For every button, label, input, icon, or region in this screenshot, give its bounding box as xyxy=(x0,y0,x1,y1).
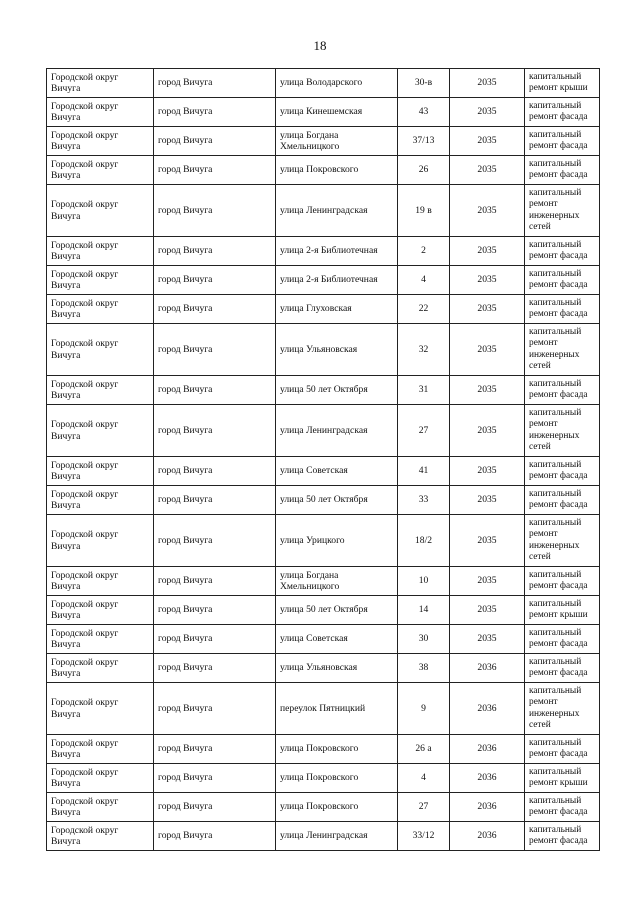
street-cell: улица Глуховская xyxy=(276,295,398,324)
street-cell: улица Советская xyxy=(276,625,398,654)
okrug-cell: Городской округ Вичуга xyxy=(47,735,154,764)
house-number-cell: 27 xyxy=(398,793,450,822)
year-cell: 2036 xyxy=(450,764,525,793)
okrug-cell: Городской округ Вичуга xyxy=(47,683,154,735)
house-number-cell: 19 в xyxy=(398,185,450,237)
house-number-cell: 4 xyxy=(398,266,450,295)
city-cell: город Вичуга xyxy=(154,764,276,793)
city-cell: город Вичуга xyxy=(154,127,276,156)
okrug-cell: Городской округ Вичуга xyxy=(47,295,154,324)
okrug-cell: Городской округ Вичуга xyxy=(47,515,154,567)
street-cell: улица 2-я Библиотечная xyxy=(276,237,398,266)
house-number-cell: 30-в xyxy=(398,69,450,98)
street-cell: улица Володарского xyxy=(276,69,398,98)
street-cell: улица Богдана Хмельницкого xyxy=(276,127,398,156)
house-number-cell: 10 xyxy=(398,567,450,596)
street-cell: улица Урицкого xyxy=(276,515,398,567)
year-cell: 2036 xyxy=(450,683,525,735)
okrug-cell: Городской округ Вичуга xyxy=(47,69,154,98)
house-number-cell: 14 xyxy=(398,596,450,625)
street-cell: улица Ленинградская xyxy=(276,822,398,851)
table-row xyxy=(47,457,600,486)
year-cell: 2036 xyxy=(450,793,525,822)
city-cell: город Вичуга xyxy=(154,295,276,324)
year-cell: 2035 xyxy=(450,486,525,515)
city-cell: город Вичуга xyxy=(154,683,276,735)
okrug-cell: Городской округ Вичуга xyxy=(47,793,154,822)
repair-schedule-table xyxy=(46,68,600,851)
city-cell: город Вичуга xyxy=(154,735,276,764)
house-number-cell: 37/13 xyxy=(398,127,450,156)
okrug-cell: Городской округ Вичуга xyxy=(47,654,154,683)
city-cell: город Вичуга xyxy=(154,793,276,822)
city-cell: город Вичуга xyxy=(154,405,276,457)
okrug-cell: Городской округ Вичуга xyxy=(47,596,154,625)
work-type-cell: капитальный ремонт инженерных сетей xyxy=(525,683,600,735)
okrug-cell: Городской округ Вичуга xyxy=(47,486,154,515)
city-cell: город Вичуга xyxy=(154,567,276,596)
city-cell: город Вичуга xyxy=(154,98,276,127)
table-body xyxy=(47,69,600,851)
work-type-cell: капитальный ремонт фасада xyxy=(525,822,600,851)
house-number-cell: 41 xyxy=(398,457,450,486)
okrug-cell: Городской округ Вичуга xyxy=(47,98,154,127)
work-type-cell: капитальный ремонт фасада xyxy=(525,156,600,185)
table-row xyxy=(47,625,600,654)
street-cell: улица Советская xyxy=(276,457,398,486)
house-number-cell: 18/2 xyxy=(398,515,450,567)
work-type-cell: капитальный ремонт фасада xyxy=(525,266,600,295)
work-type-cell: капитальный ремонт инженерных сетей xyxy=(525,405,600,457)
table-row xyxy=(47,98,600,127)
work-type-cell: капитальный ремонт фасада xyxy=(525,457,600,486)
work-type-cell: капитальный ремонт крыши xyxy=(525,69,600,98)
year-cell: 2035 xyxy=(450,625,525,654)
okrug-cell: Городской округ Вичуга xyxy=(47,376,154,405)
work-type-cell: капитальный ремонт фасада xyxy=(525,237,600,266)
year-cell: 2036 xyxy=(450,822,525,851)
house-number-cell: 26 а xyxy=(398,735,450,764)
table-row xyxy=(47,654,600,683)
city-cell: город Вичуга xyxy=(154,266,276,295)
street-cell: улица Покровского xyxy=(276,156,398,185)
city-cell: город Вичуга xyxy=(154,376,276,405)
table-row xyxy=(47,596,600,625)
table-row xyxy=(47,822,600,851)
house-number-cell: 31 xyxy=(398,376,450,405)
street-cell: улица Ульяновская xyxy=(276,324,398,376)
house-number-cell: 22 xyxy=(398,295,450,324)
year-cell: 2035 xyxy=(450,185,525,237)
work-type-cell: капитальный ремонт крыши xyxy=(525,764,600,793)
street-cell: улица Ленинградская xyxy=(276,185,398,237)
okrug-cell: Городской округ Вичуга xyxy=(47,324,154,376)
house-number-cell: 26 xyxy=(398,156,450,185)
city-cell: город Вичуга xyxy=(154,654,276,683)
table-row xyxy=(47,376,600,405)
okrug-cell: Городской округ Вичуга xyxy=(47,764,154,793)
house-number-cell: 33 xyxy=(398,486,450,515)
table-row xyxy=(47,266,600,295)
street-cell: улица Ульяновская xyxy=(276,654,398,683)
street-cell: улица Покровского xyxy=(276,764,398,793)
okrug-cell: Городской округ Вичуга xyxy=(47,405,154,457)
work-type-cell: капитальный ремонт фасада xyxy=(525,793,600,822)
city-cell: город Вичуга xyxy=(154,596,276,625)
year-cell: 2035 xyxy=(450,295,525,324)
work-type-cell: капитальный ремонт фасада xyxy=(525,625,600,654)
work-type-cell: капитальный ремонт инженерных сетей xyxy=(525,324,600,376)
work-type-cell: капитальный ремонт фасада xyxy=(525,295,600,324)
table-row xyxy=(47,793,600,822)
year-cell: 2035 xyxy=(450,237,525,266)
year-cell: 2036 xyxy=(450,654,525,683)
table-row xyxy=(47,764,600,793)
house-number-cell: 9 xyxy=(398,683,450,735)
table-row xyxy=(47,156,600,185)
table-row xyxy=(47,127,600,156)
city-cell: город Вичуга xyxy=(154,457,276,486)
work-type-cell: капитальный ремонт фасада xyxy=(525,654,600,683)
table-row xyxy=(47,69,600,98)
work-type-cell: капитальный ремонт фасада xyxy=(525,98,600,127)
table-row xyxy=(47,237,600,266)
okrug-cell: Городской округ Вичуга xyxy=(47,625,154,654)
street-cell: улица 50 лет Октября xyxy=(276,596,398,625)
street-cell: переулок Пятницкий xyxy=(276,683,398,735)
okrug-cell: Городской округ Вичуга xyxy=(47,822,154,851)
okrug-cell: Городской округ Вичуга xyxy=(47,266,154,295)
page-number: 18 xyxy=(313,38,327,53)
street-cell: улица Покровского xyxy=(276,793,398,822)
table-row xyxy=(47,295,600,324)
work-type-cell: капитальный ремонт фасада xyxy=(525,735,600,764)
year-cell: 2035 xyxy=(450,376,525,405)
house-number-cell: 32 xyxy=(398,324,450,376)
okrug-cell: Городской округ Вичуга xyxy=(47,127,154,156)
house-number-cell: 33/12 xyxy=(398,822,450,851)
street-cell: улица Кинешемская xyxy=(276,98,398,127)
work-type-cell: капитальный ремонт фасада xyxy=(525,486,600,515)
table-row xyxy=(47,324,600,376)
house-number-cell: 30 xyxy=(398,625,450,654)
table-row xyxy=(47,405,600,457)
okrug-cell: Городской округ Вичуга xyxy=(47,567,154,596)
street-cell: улица Ленинградская xyxy=(276,405,398,457)
city-cell: город Вичуга xyxy=(154,515,276,567)
city-cell: город Вичуга xyxy=(154,156,276,185)
table-row xyxy=(47,486,600,515)
street-cell: улица 50 лет Октября xyxy=(276,376,398,405)
year-cell: 2035 xyxy=(450,98,525,127)
table-row xyxy=(47,683,600,735)
year-cell: 2035 xyxy=(450,156,525,185)
year-cell: 2035 xyxy=(450,127,525,156)
okrug-cell: Городской округ Вичуга xyxy=(47,156,154,185)
okrug-cell: Городской округ Вичуга xyxy=(47,457,154,486)
year-cell: 2035 xyxy=(450,515,525,567)
year-cell: 2035 xyxy=(450,405,525,457)
house-number-cell: 27 xyxy=(398,405,450,457)
house-number-cell: 2 xyxy=(398,237,450,266)
house-number-cell: 38 xyxy=(398,654,450,683)
work-type-cell: капитальный ремонт фасада xyxy=(525,376,600,405)
table-row xyxy=(47,567,600,596)
street-cell: улица 2-я Библиотечная xyxy=(276,266,398,295)
city-cell: город Вичуга xyxy=(154,237,276,266)
year-cell: 2035 xyxy=(450,266,525,295)
year-cell: 2035 xyxy=(450,457,525,486)
table-row xyxy=(47,515,600,567)
work-type-cell: капитальный ремонт фасада xyxy=(525,127,600,156)
work-type-cell: капитальный ремонт фасада xyxy=(525,567,600,596)
city-cell: город Вичуга xyxy=(154,822,276,851)
street-cell: улица Покровского xyxy=(276,735,398,764)
year-cell: 2035 xyxy=(450,567,525,596)
table-row xyxy=(47,735,600,764)
city-cell: город Вичуга xyxy=(154,625,276,654)
street-cell: улица Богдана Хмельницкого xyxy=(276,567,398,596)
work-type-cell: капитальный ремонт крыши xyxy=(525,596,600,625)
street-cell: улица 50 лет Октября xyxy=(276,486,398,515)
year-cell: 2036 xyxy=(450,735,525,764)
city-cell: город Вичуга xyxy=(154,486,276,515)
house-number-cell: 43 xyxy=(398,98,450,127)
work-type-cell: капитальный ремонт инженерных сетей xyxy=(525,185,600,237)
house-number-cell: 4 xyxy=(398,764,450,793)
okrug-cell: Городской округ Вичуга xyxy=(47,237,154,266)
city-cell: город Вичуга xyxy=(154,69,276,98)
table-row xyxy=(47,185,600,237)
year-cell: 2035 xyxy=(450,324,525,376)
work-type-cell: капитальный ремонт инженерных сетей xyxy=(525,515,600,567)
city-cell: город Вичуга xyxy=(154,185,276,237)
city-cell: город Вичуга xyxy=(154,324,276,376)
okrug-cell: Городской округ Вичуга xyxy=(47,185,154,237)
year-cell: 2035 xyxy=(450,596,525,625)
year-cell: 2035 xyxy=(450,69,525,98)
